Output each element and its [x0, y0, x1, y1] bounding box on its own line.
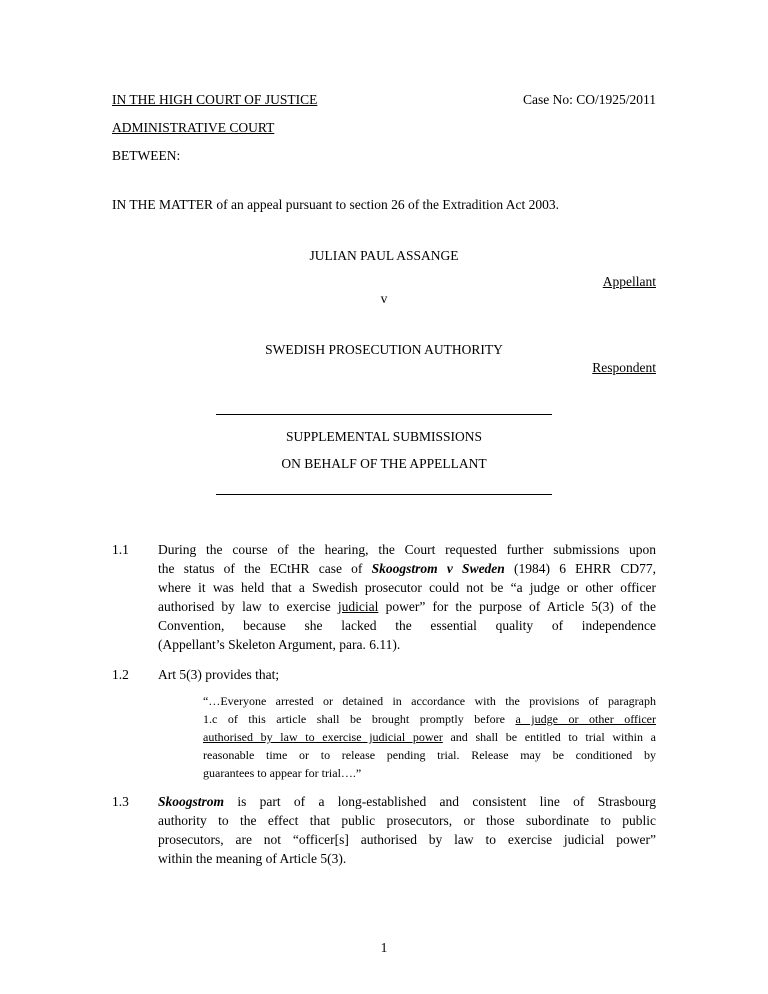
para-1-3-line: prosecutors, are not “officer[s] authorised by law to exercise judicial power” [158, 832, 656, 847]
respondent-role: Respondent [592, 360, 656, 375]
para-1-1-text: the status of the ECtHR case of [158, 561, 372, 576]
between-label: BETWEEN: [112, 148, 181, 163]
para-1-1-line [158, 559, 656, 578]
para-1-3-line: authority to the effect that public prosecutors, or those subordinate to public [158, 813, 656, 828]
para-1-1-line [158, 597, 656, 616]
page-number: 1 [380, 940, 388, 955]
para-1-2-line: Art 5(3) provides that; [158, 667, 280, 682]
quote-underlined: authorised by law to exercise judicial power [203, 730, 443, 744]
title-line-2: ON BEHALF OF THE APPELLANT [281, 456, 487, 471]
case-name-emphasis: Skoogstrom [158, 794, 225, 809]
quote-text: and shall be entitled to trial within a [442, 730, 656, 744]
quote-text: 1.c of this article shall be brought promptly before [203, 712, 516, 726]
para-1-1-line: During the course of the hearing, the Court requested further submissions upon [158, 542, 656, 557]
quote-line [203, 728, 656, 746]
para-1-3-line: within the meaning of Article 5(3). [158, 851, 347, 866]
title-bottom-rule [216, 494, 552, 495]
appellant-name: JULIAN PAUL ASSANGE [309, 248, 459, 263]
versus-label: v [380, 291, 388, 306]
para-1-1-text: authorised by law to exercise [158, 599, 338, 614]
para-1-1-line: (Appellant’s Skeleton Argument, para. 6.11). [158, 637, 401, 652]
para-1-2-body [158, 665, 656, 684]
para-1-1-body [158, 540, 656, 654]
matter-statement: IN THE MATTER of an appeal pursuant to section 26 of the Extradition Act 2003. [112, 197, 560, 212]
case-name-emphasis: Skoogstrom v Sweden [371, 561, 505, 576]
para-1-1-text: (1984) 6 EHRR CD77, [504, 561, 656, 576]
para-1-3-body [158, 792, 656, 868]
para-1-1-number: 1.1 [112, 542, 129, 557]
judicial-underlined: judicial [337, 599, 379, 614]
para-1-3-number: 1.3 [112, 794, 129, 809]
quote-line: guarantees to appear for trial….” [203, 766, 362, 780]
quote-line: “…Everyone arrested or detained in accordance with the provisions of paragraph [203, 694, 656, 708]
para-1-3-line [158, 792, 656, 811]
title-top-rule [216, 414, 552, 415]
title-line-1: SUPPLEMENTAL SUBMISSIONS [285, 429, 483, 444]
appellant-role: Appellant [602, 274, 656, 289]
para-1-1-line: where it was held that a Swedish prosecutor could not be “a judge or other officer [158, 580, 656, 595]
para-1-1-line: Convention, because she lacked the essential quality of independence [158, 618, 656, 633]
court-heading: IN THE HIGH COURT OF JUSTICE [112, 92, 318, 107]
respondent-name: SWEDISH PROSECUTION AUTHORITY [265, 342, 503, 357]
quote-line [203, 710, 656, 728]
para-1-3-text: is part of a long-established and consistent line of Strasbourg [224, 794, 656, 809]
case-number: Case No: CO/1925/2011 [523, 92, 656, 107]
quote-underlined: a judge or other officer [515, 712, 656, 726]
division-heading: ADMINISTRATIVE COURT [112, 120, 275, 135]
quote-line: reasonable time or to release pending trial. Release may be conditioned by [203, 748, 656, 762]
article-quote [203, 692, 656, 782]
para-1-1-text: power” for the purpose of Article 5(3) of the [378, 599, 656, 614]
para-1-2-number: 1.2 [112, 667, 129, 682]
